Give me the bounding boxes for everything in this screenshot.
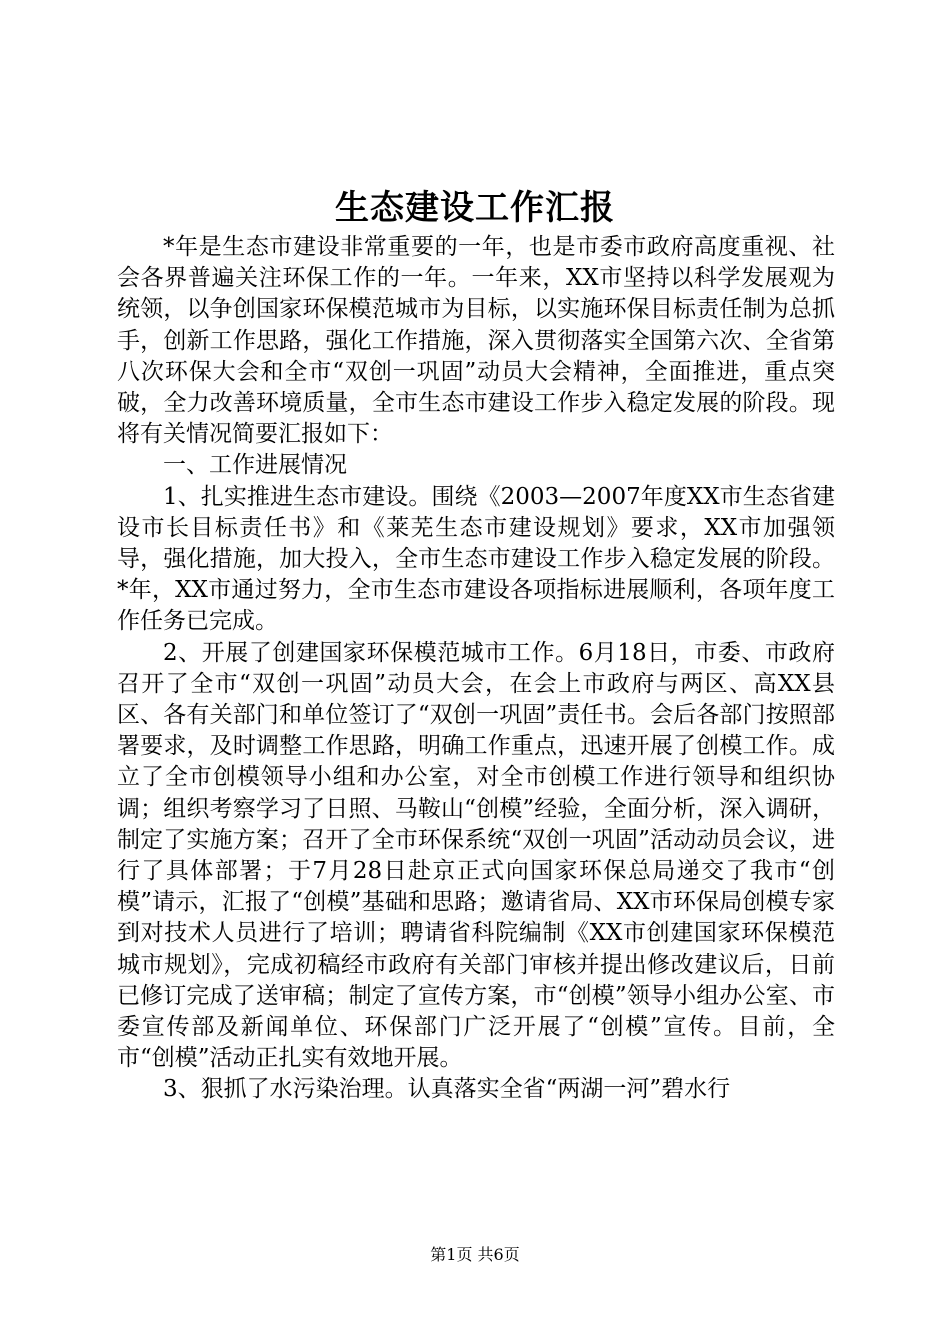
page-footer: 第1页 共6页: [430, 1245, 520, 1264]
document-body: [117, 232, 835, 1106]
paragraph-item-1: 1、扎实推进生态市建设。围绕《2003—2007年度XX市生态省建设市长目标责任书》和《莱芜生态市建设规划》要求，XX市加强领导，强化措施，加大投入，全市生态市建设工作步入稳定发展的阶段。*年，XX市通过努力，全市生态市建设各项指标进展顺利，各项年度工作任务已完成。: [117, 483, 835, 635]
intro-paragraph: *年是生态市建设非常重要的一年，也是市委市政府高度重视、社会各界普遍关注环保工作的一年。一年来，XX市坚持以科学发展观为统领，以争创国家环保模范城市为目标，以实施环保目标责任制为总抓手，创新工作思路，强化工作措施，深入贯彻落实全国第六次、全省第八次环保大会和全市“双创一巩固”动员大会精神，全面推进，重点突破，全力改善环境质量，全市生态市建设工作步入稳定发展的阶段。现将有关情况简要汇报如下：: [117, 234, 835, 448]
paragraph-item-2: 2、开展了创建国家环保模范城市工作。6月18日，市委、市政府召开了全市“双创一巩固”动员大会，在会上市政府与两区、高XX县区、各有关部门和单位签订了“双创一巩固”责任书。会后各部门按照部署要求，及时调整工作思路，明确工作重点，迅速开展了创模工作。成立了全市创模领导小组和办公室，对全市创模工作进行领导和组织协调；组织考察学习了日照、马鞍山“创模”经验，全面分析，深入调研，制定了实施方案；召开了全市环保系统“双创一巩固”活动动员会议，进行了具体部署；于7月28日赴京正式向国家环保总局递交了我市“创模”请示，汇报了“创模”基础和思路；邀请省局、XX市环保局创模专家到对技术人员进行了培训；聘请省科院编制《XX市创建国家环保模范城市规划》，完成初稿经市政府有关部门审核并提出修改建议后，日前已修订完成了送审稿；制定了宣传方案，市“创模”领导小组办公室、市委宣传部及新闻单位、环保部门广泛开展了“创模”宣传。目前，全市“创模”活动正扎实有效地开展。: [117, 639, 835, 1072]
section-heading: 一、工作进展情况: [163, 452, 347, 479]
paragraph-item-3: 3、狠抓了水污染治理。认真落实全省“两湖一河”碧水行: [163, 1076, 731, 1103]
document-title: 生态建设工作汇报: [335, 188, 615, 228]
